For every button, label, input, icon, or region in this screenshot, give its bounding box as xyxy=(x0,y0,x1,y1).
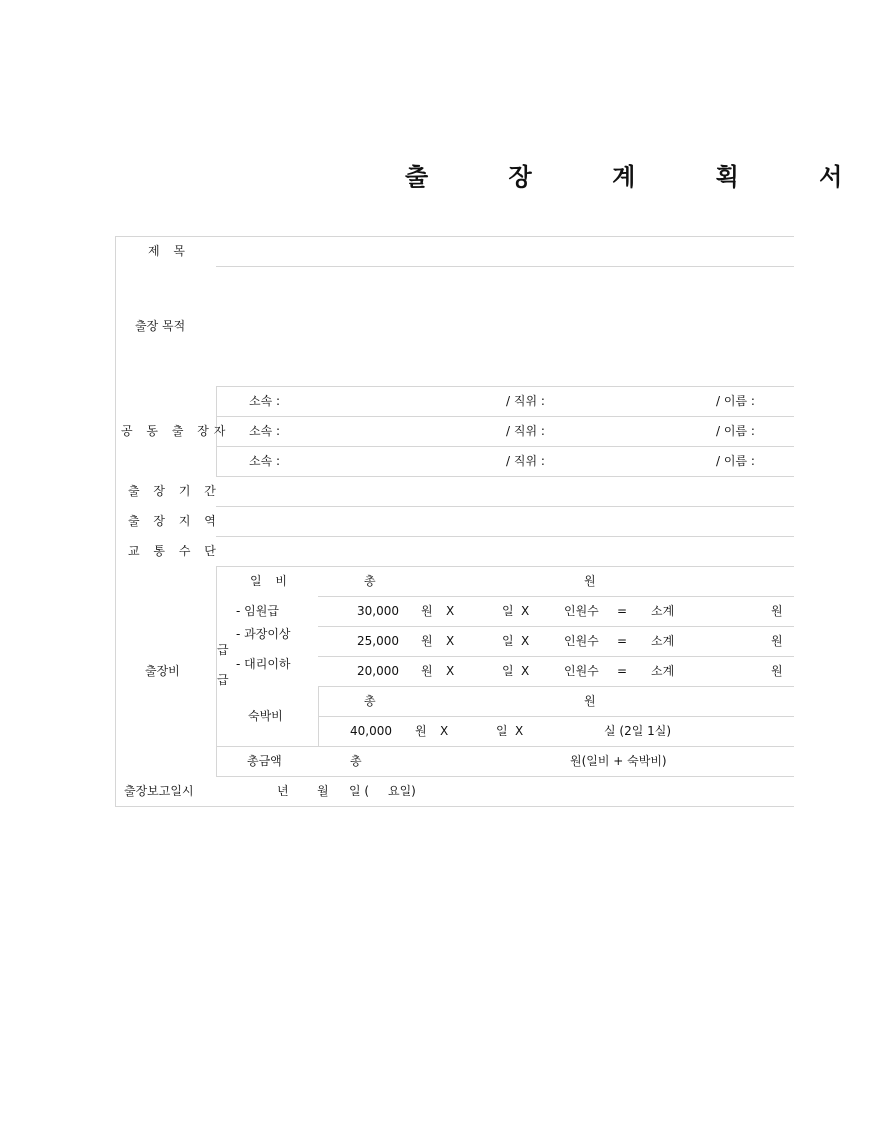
multiply-sign: X xyxy=(446,634,455,648)
label-transport: 교 통 수 단 xyxy=(128,544,221,558)
per-diem-amount: 25,000 xyxy=(357,634,399,648)
subtotal-unit: 원 xyxy=(771,664,783,678)
row-divider xyxy=(318,716,794,717)
row-divider xyxy=(216,506,794,507)
companion-name: / 이름 : xyxy=(716,394,755,408)
won-unit: 원 xyxy=(421,664,433,678)
companion-affiliation: 소속 : xyxy=(249,454,281,468)
subtotal-unit: 원 xyxy=(771,634,783,648)
per-diem-total-unit: 원 xyxy=(584,574,596,588)
multiply-sign: X xyxy=(446,604,455,618)
per-diem-amount: 30,000 xyxy=(357,604,399,618)
row-divider xyxy=(216,446,794,447)
multiply-sign: X xyxy=(440,724,449,738)
row-divider xyxy=(318,686,794,687)
equals-sign: = xyxy=(617,604,628,618)
lodging-amount: 40,000 xyxy=(350,724,392,738)
table-border-left xyxy=(115,236,116,807)
won-unit: 원 xyxy=(415,724,427,738)
column-divider xyxy=(318,686,319,747)
won-unit: 원 xyxy=(421,604,433,618)
rooms-label: 실 (2일 1실) xyxy=(604,724,672,738)
companion-affiliation: 소속 : xyxy=(249,424,281,438)
row-divider xyxy=(216,386,794,387)
companion-position: / 직위 : xyxy=(506,454,545,468)
persons-label: 인원수 xyxy=(564,664,599,678)
companion-affiliation: 소속 : xyxy=(249,394,281,408)
label-subject: 제 목 xyxy=(148,244,190,258)
per-diem-amount: 20,000 xyxy=(357,664,399,678)
grade-label: - 임원급 xyxy=(236,604,279,618)
days-unit: 일 xyxy=(496,724,508,738)
companion-name: / 이름 : xyxy=(716,454,755,468)
row-divider xyxy=(318,626,794,627)
grand-total-formula: 원(일비 + 숙박비) xyxy=(570,754,667,768)
multiply-sign: X xyxy=(515,724,524,738)
report-year-unit: 년 xyxy=(277,784,289,798)
lodging-total-unit: 원 xyxy=(584,694,596,708)
label-expenses: 출장비 xyxy=(145,664,180,678)
label-companions: 공 동 출 장자 xyxy=(121,424,231,438)
row-divider xyxy=(318,596,794,597)
row-divider xyxy=(216,776,794,777)
grade-label-wrap: 급 xyxy=(217,673,229,687)
row-divider xyxy=(216,266,794,267)
multiply-sign: X xyxy=(521,604,530,618)
multiply-sign: X xyxy=(521,664,530,678)
row-divider xyxy=(216,476,794,477)
per-diem-label: 일 비 xyxy=(250,574,292,588)
table-border-bottom xyxy=(115,806,794,807)
report-month-unit: 월 xyxy=(317,784,329,798)
multiply-sign: X xyxy=(446,664,455,678)
lodging-total-label: 총 xyxy=(364,694,376,708)
page-title: 출 장 계 획 서 xyxy=(405,163,878,191)
row-divider xyxy=(318,656,794,657)
subtotal-label: 소계 xyxy=(651,664,675,678)
grand-total-label: 총금액 xyxy=(247,754,282,768)
label-region: 출 장 지 역 xyxy=(128,514,221,528)
lodging-label: 숙박비 xyxy=(248,709,283,723)
subtotal-label: 소계 xyxy=(651,634,675,648)
equals-sign: = xyxy=(617,664,628,678)
equals-sign: = xyxy=(617,634,628,648)
subtotal-unit: 원 xyxy=(771,604,783,618)
companion-name: / 이름 : xyxy=(716,424,755,438)
row-divider xyxy=(216,536,794,537)
companion-position: / 직위 : xyxy=(506,424,545,438)
multiply-sign: X xyxy=(521,634,530,648)
grade-label-wrap: 급 xyxy=(217,643,229,657)
column-divider xyxy=(216,566,217,777)
persons-label: 인원수 xyxy=(564,634,599,648)
companion-position: / 직위 : xyxy=(506,394,545,408)
grand-total-prefix: 총 xyxy=(350,754,362,768)
subtotal-label: 소계 xyxy=(651,604,675,618)
label-purpose: 출장 목적 xyxy=(135,319,186,333)
table-border-top xyxy=(115,236,794,237)
won-unit: 원 xyxy=(421,634,433,648)
grade-label: - 과장이상 xyxy=(236,627,291,641)
per-diem-total-label: 총 xyxy=(364,574,376,588)
report-day-unit: 일 ( xyxy=(349,784,370,798)
days-unit: 일 xyxy=(502,604,514,618)
report-weekday-unit: 요일) xyxy=(388,784,416,798)
row-divider xyxy=(216,566,794,567)
row-divider xyxy=(216,416,794,417)
persons-label: 인원수 xyxy=(564,604,599,618)
label-report-date: 출장보고일시 xyxy=(124,784,194,798)
days-unit: 일 xyxy=(502,664,514,678)
days-unit: 일 xyxy=(502,634,514,648)
label-period: 출 장 기 간 xyxy=(128,484,221,498)
row-divider xyxy=(216,746,794,747)
grade-label: - 대리이하 xyxy=(236,657,291,671)
